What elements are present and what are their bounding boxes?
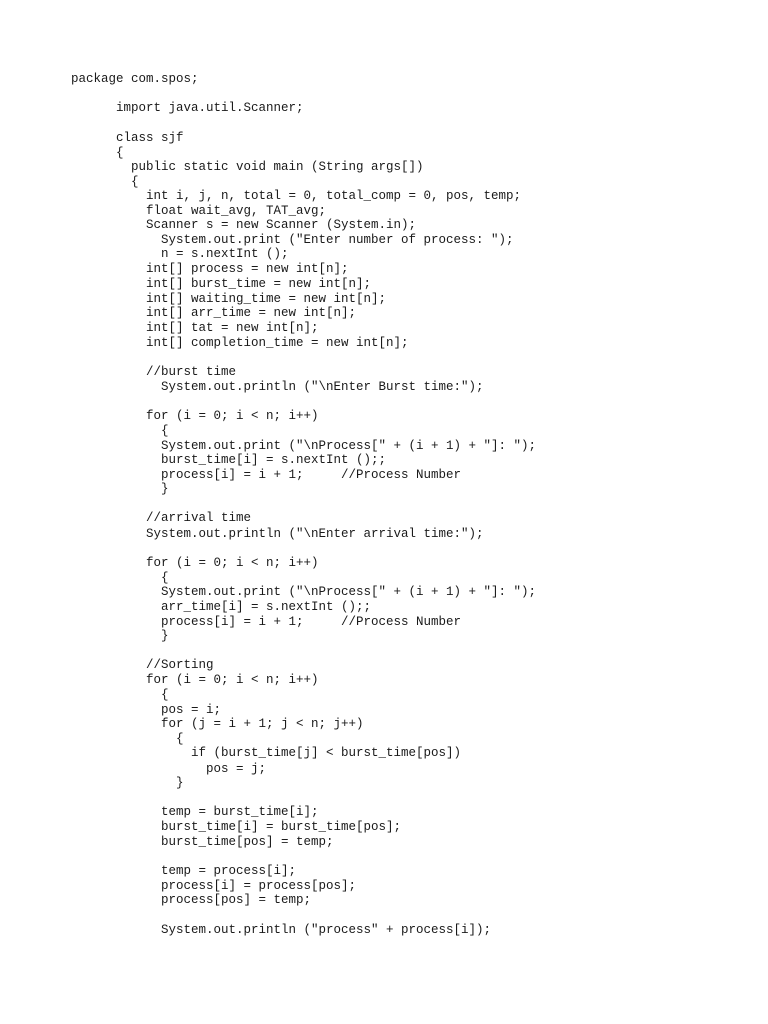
code-line: if (burst_time[j] < burst_time[pos]) <box>191 746 462 760</box>
code-line: temp = burst_time[i]; <box>161 805 319 819</box>
code-line: burst_time[pos] = temp; <box>161 835 334 849</box>
code-line: System.out.print ("Enter number of process: "); <box>161 233 514 247</box>
code-line: System.out.println ("\nEnter arrival time:"); <box>146 527 484 541</box>
code-line: } <box>161 482 169 496</box>
code-line: { <box>176 732 184 746</box>
code-line: burst_time[i] = burst_time[pos]; <box>161 820 402 834</box>
code-line: arr_time[i] = s.nextInt ();; <box>161 600 372 614</box>
code-line: int i, j, n, total = 0, total_comp = 0, pos, temp; <box>146 189 522 203</box>
code-line: } <box>176 776 184 790</box>
code-line: System.out.print ("\nProcess[" + (i + 1) + "]: "); <box>161 585 537 599</box>
code-line: } <box>161 629 169 643</box>
code-line: process[pos] = temp; <box>161 893 312 907</box>
code-line: int[] completion_time = new int[n]; <box>146 336 409 350</box>
code-line: public static void main (String args[]) <box>131 160 424 174</box>
code-line: //arrival time <box>146 511 252 525</box>
code-line: int[] arr_time = new int[n]; <box>146 306 357 320</box>
code-line: package com.spos; <box>71 72 199 86</box>
code-line: pos = j; <box>206 762 267 776</box>
code-line: int[] burst_time = new int[n]; <box>146 277 372 291</box>
code-line: int[] waiting_time = new int[n]; <box>146 292 387 306</box>
code-line: for (i = 0; i < n; i++) <box>146 673 319 687</box>
code-line: n = s.nextInt (); <box>161 247 289 261</box>
code-line: for (i = 0; i < n; i++) <box>146 556 319 570</box>
code-line: import java.util.Scanner; <box>116 101 304 115</box>
code-line: int[] tat = new int[n]; <box>146 321 319 335</box>
code-line: int[] process = new int[n]; <box>146 262 349 276</box>
code-line: float wait_avg, TAT_avg; <box>146 204 327 218</box>
code-line: process[i] = i + 1; //Process Number <box>161 615 462 629</box>
code-line: Scanner s = new Scanner (System.in); <box>146 218 417 232</box>
code-line: System.out.print ("\nProcess[" + (i + 1) + "]: "); <box>161 439 537 453</box>
code-line: pos = i; <box>161 703 222 717</box>
code-line: System.out.println ("process" + process[i]); <box>161 923 492 937</box>
code-line: process[i] = process[pos]; <box>161 879 357 893</box>
code-line: //Sorting <box>146 658 214 672</box>
code-line: for (j = i + 1; j < n; j++) <box>161 717 364 731</box>
code-line: class sjf <box>116 131 184 145</box>
code-line: System.out.println ("\nEnter Burst time:"); <box>161 380 484 394</box>
code-line: //burst time <box>146 365 237 379</box>
code-line: burst_time[i] = s.nextInt ();; <box>161 453 387 467</box>
code-line: { <box>161 424 169 438</box>
code-line: { <box>161 688 169 702</box>
code-line: temp = process[i]; <box>161 864 297 878</box>
code-line: process[i] = i + 1; //Process Number <box>161 468 462 482</box>
code-line: { <box>131 175 139 189</box>
code-line: for (i = 0; i < n; i++) <box>146 409 319 423</box>
code-line: { <box>161 571 169 585</box>
code-line: { <box>116 146 124 160</box>
